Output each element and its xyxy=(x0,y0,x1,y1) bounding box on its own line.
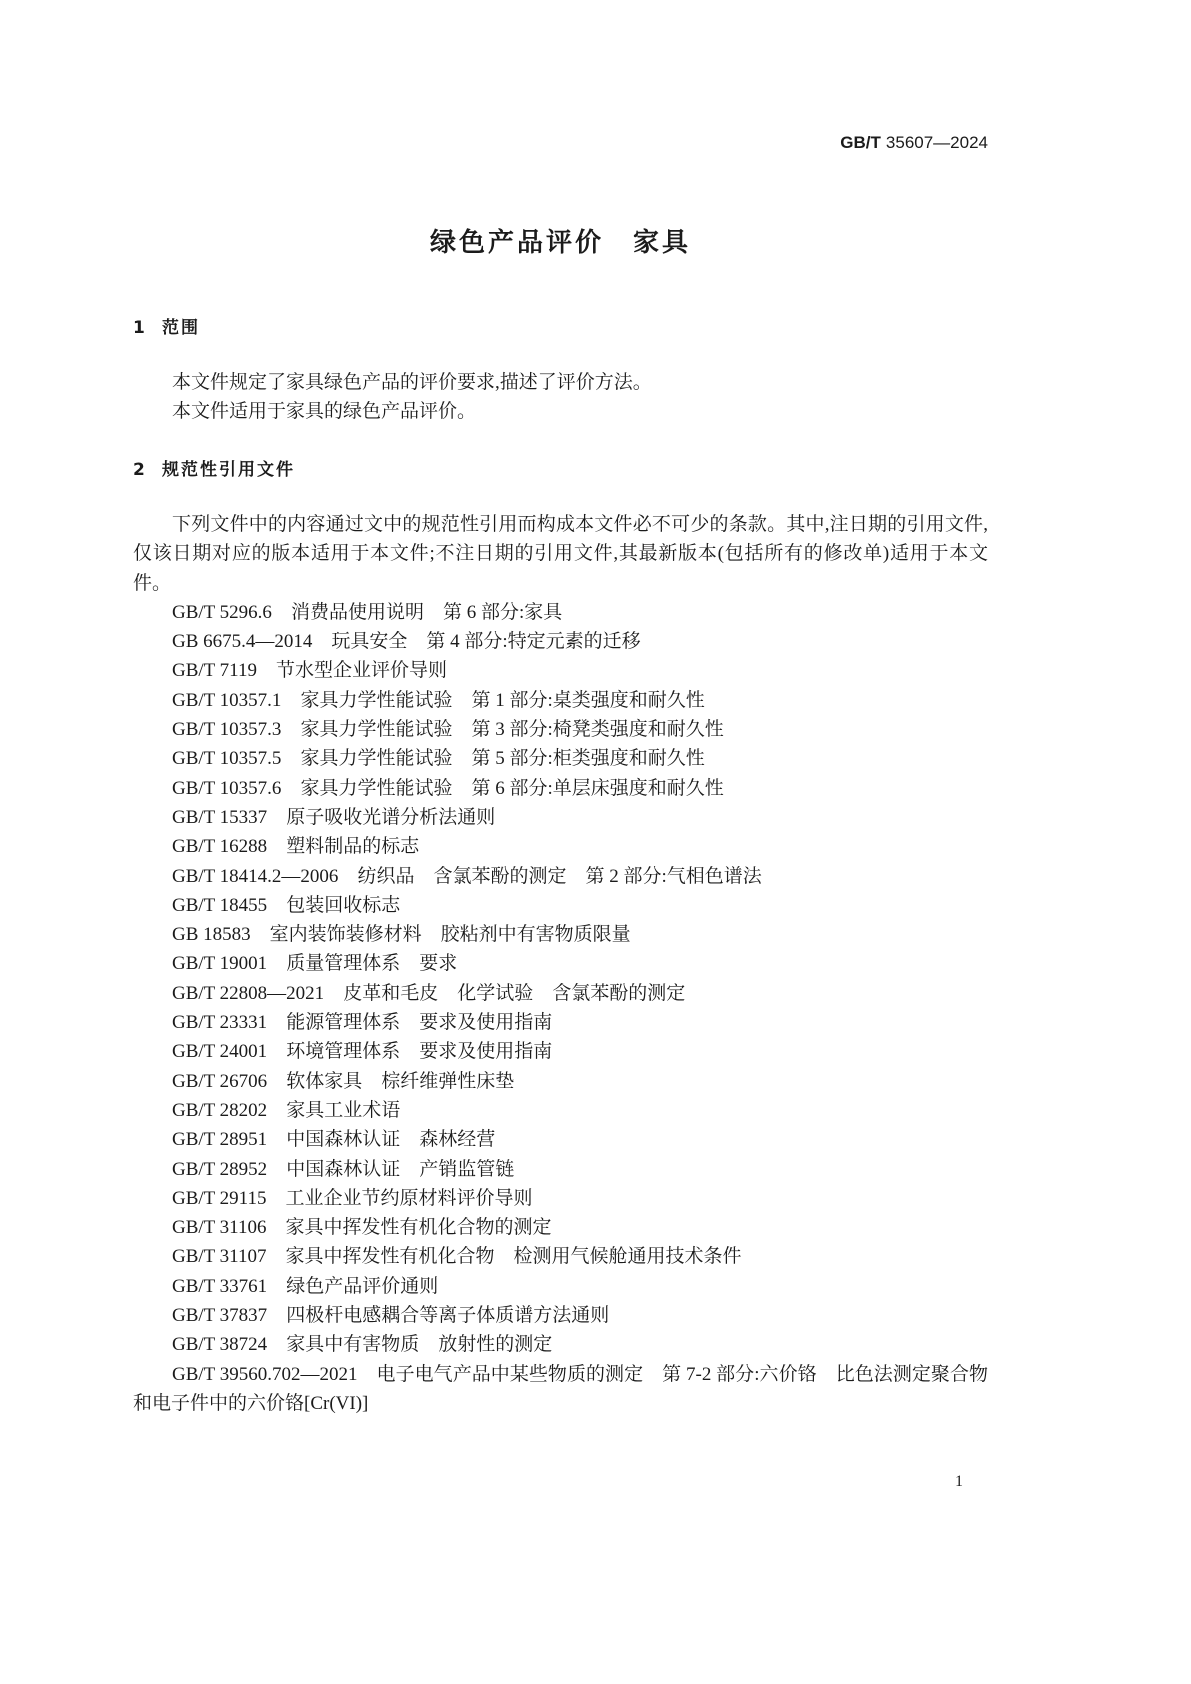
section-body-normative-references xyxy=(133,510,988,1418)
reference-item xyxy=(133,715,988,744)
standard-number: 35607—2024 xyxy=(885,133,988,152)
reference-title: 软体家具 棕纤维弹性床垫 xyxy=(286,1070,515,1092)
section-heading-normative-references xyxy=(133,458,295,482)
reference-code: GB/T 28951 xyxy=(172,1129,268,1151)
reference-code: GB/T 22808—2021 xyxy=(172,982,325,1004)
reference-code: GB/T 7119 xyxy=(172,660,257,682)
reference-item xyxy=(133,920,988,949)
reference-title: 消费品使用说明 第 6 部分:家具 xyxy=(290,601,563,623)
reference-title: 家具中挥发性有机化合物 检测用气候舱通用技术条件 xyxy=(285,1246,742,1268)
reference-item xyxy=(133,979,988,1008)
reference-title: 家具力学性能试验 第 1 部分:桌类强度和耐久性 xyxy=(300,689,705,711)
reference-item xyxy=(133,1067,988,1096)
reference-title: 家具力学性能试验 第 3 部分:椅凳类强度和耐久性 xyxy=(300,719,724,741)
standard-number-header xyxy=(840,131,988,155)
reference-code: GB/T 39560.702—2021 xyxy=(172,1363,358,1385)
reference-list xyxy=(133,598,988,1418)
reference-title: 包装回收标志 xyxy=(286,894,401,916)
reference-title: 家具力学性能试验 第 6 部分:单层床强度和耐久性 xyxy=(300,777,724,799)
reference-item xyxy=(133,774,988,803)
reference-item xyxy=(133,627,988,656)
reference-item xyxy=(133,744,988,773)
standard-prefix: GB/T xyxy=(840,133,881,152)
section-title: 范围 xyxy=(162,318,200,338)
reference-code: GB/T 10357.5 xyxy=(172,748,282,770)
reference-title: 环境管理体系 要求及使用指南 xyxy=(286,1041,553,1063)
reference-item xyxy=(133,862,988,891)
reference-code: GB/T 24001 xyxy=(172,1041,268,1063)
section-body-scope xyxy=(133,368,988,427)
section-title: 规范性引用文件 xyxy=(162,460,295,480)
reference-title: 纺织品 含氯苯酚的测定 第 2 部分:气相色谱法 xyxy=(357,865,762,887)
paragraph: 本文件规定了家具绿色产品的评价要求,描述了评价方法。 xyxy=(172,372,652,393)
document-title: 绿色产品评价 家具 xyxy=(429,228,691,258)
page-number: 1 xyxy=(955,1473,963,1490)
reference-code: GB/T 10357.6 xyxy=(172,777,282,799)
reference-item xyxy=(133,891,988,920)
reference-title: 绿色产品评价通则 xyxy=(286,1275,439,1297)
reference-title: 皮革和毛皮 化学试验 含氯苯酚的测定 xyxy=(343,982,686,1004)
reference-item xyxy=(133,1096,988,1125)
reference-code: GB/T 38724 xyxy=(172,1334,268,1356)
reference-item xyxy=(133,656,988,685)
reference-item xyxy=(133,1037,988,1066)
paragraph: 下列文件中的内容通过文中的规范性引用而构成本文件必不可少的条款。其中,注日期的引用文件,仅该日期对应的版本适用于本文件;不注日期的引用文件,其最新版本(包括所有的修改单)适用于本文件。 xyxy=(133,514,988,594)
reference-title: 原子吸收光谱分析法通则 xyxy=(286,806,496,828)
reference-item xyxy=(133,1272,988,1301)
reference-item xyxy=(133,686,988,715)
reference-code: GB/T 18414.2—2006 xyxy=(172,865,339,887)
reference-title: 室内装饰装修材料 胶粘剂中有害物质限量 xyxy=(269,924,631,946)
reference-code: GB/T 18455 xyxy=(172,894,268,916)
section-number: 2 xyxy=(133,460,145,480)
reference-code: GB 18583 xyxy=(172,924,251,946)
reference-code: GB/T 28202 xyxy=(172,1099,268,1121)
reference-code: GB/T 5296.6 xyxy=(172,601,272,623)
reference-item xyxy=(133,1125,988,1154)
reference-item xyxy=(133,949,988,978)
reference-code: GB/T 28952 xyxy=(172,1158,268,1180)
reference-item xyxy=(133,1155,988,1184)
reference-code: GB/T 19001 xyxy=(172,953,268,975)
reference-item xyxy=(133,1360,988,1419)
reference-title: 工业企业节约原材料评价导则 xyxy=(285,1187,533,1209)
reference-item xyxy=(133,1242,988,1271)
reference-code: GB 6675.4—2014 xyxy=(172,631,313,653)
reference-code: GB/T 26706 xyxy=(172,1070,268,1092)
reference-item xyxy=(133,1301,988,1330)
reference-title: 中国森林认证 森林经营 xyxy=(286,1129,496,1151)
reference-title: 家具工业术语 xyxy=(286,1099,401,1121)
reference-code: GB/T 16288 xyxy=(172,836,268,858)
reference-item xyxy=(133,1184,988,1213)
section-heading-scope xyxy=(133,316,200,340)
reference-title: 家具中有害物质 放射性的测定 xyxy=(286,1334,553,1356)
reference-item xyxy=(133,1213,988,1242)
reference-code: GB/T 23331 xyxy=(172,1012,268,1034)
reference-code: GB/T 31107 xyxy=(172,1246,267,1268)
reference-item xyxy=(133,1008,988,1037)
reference-code: GB/T 15337 xyxy=(172,806,268,828)
reference-title: 能源管理体系 要求及使用指南 xyxy=(286,1012,553,1034)
reference-title: 塑料制品的标志 xyxy=(286,836,420,858)
paragraph: 本文件适用于家具的绿色产品评价。 xyxy=(172,401,477,423)
reference-code: GB/T 33761 xyxy=(172,1275,268,1297)
reference-item xyxy=(133,803,988,832)
reference-title: 家具力学性能试验 第 5 部分:柜类强度和耐久性 xyxy=(300,748,705,770)
reference-item xyxy=(133,1330,988,1359)
reference-code: GB/T 31106 xyxy=(172,1217,267,1239)
reference-title: 电子电气产品中某些物质的测定 第 7-2 部分:六价铬 比色法测定聚合物和电子件中的六价铬[Cr(VI)] xyxy=(133,1363,989,1414)
reference-title: 四极杆电感耦合等离子体质谱方法通则 xyxy=(286,1305,610,1327)
reference-title: 质量管理体系 要求 xyxy=(286,953,458,975)
reference-title: 节水型企业评价导则 xyxy=(275,660,447,682)
reference-code: GB/T 29115 xyxy=(172,1187,267,1209)
reference-item xyxy=(133,598,988,627)
reference-code: GB/T 10357.3 xyxy=(172,719,282,741)
reference-title: 家具中挥发性有机化合物的测定 xyxy=(285,1217,552,1239)
section-number: 1 xyxy=(133,318,145,338)
reference-item xyxy=(133,832,988,861)
reference-code: GB/T 10357.1 xyxy=(172,689,282,711)
reference-title: 中国森林认证 产销监管链 xyxy=(286,1158,515,1180)
reference-code: GB/T 37837 xyxy=(172,1305,268,1327)
reference-title: 玩具安全 第 4 部分:特定元素的迁移 xyxy=(331,631,641,653)
